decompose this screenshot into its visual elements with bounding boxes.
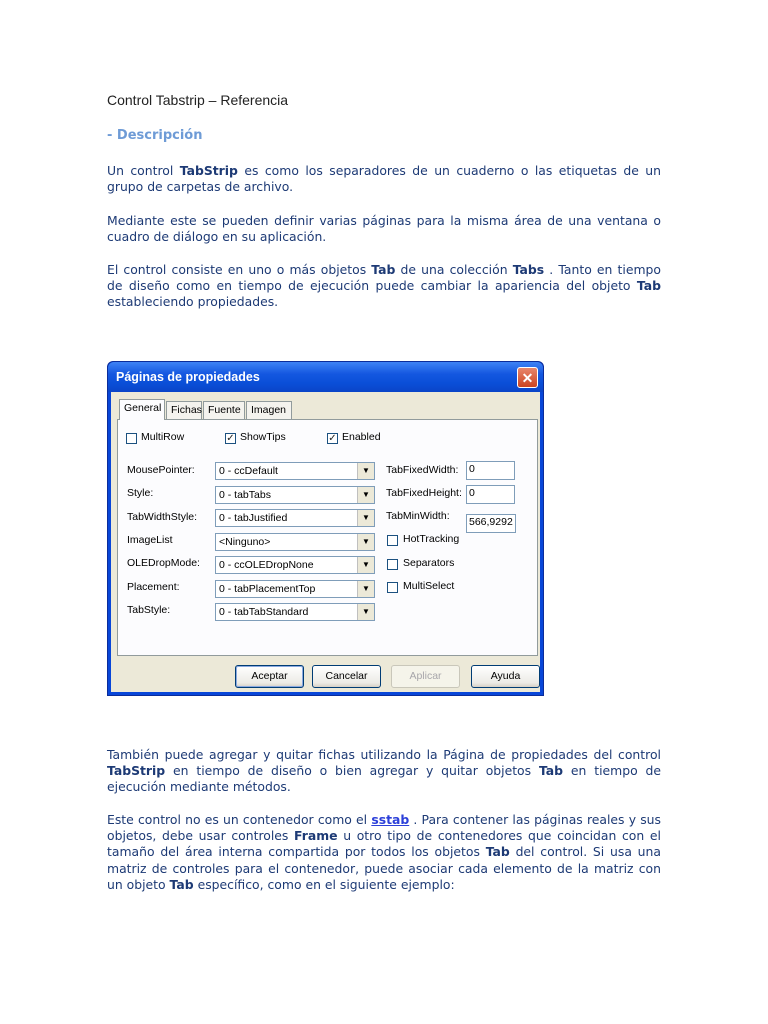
bold-term: Frame <box>294 828 338 844</box>
section-heading: - Descripción <box>107 128 203 143</box>
help-button[interactable]: Ayuda <box>471 665 540 688</box>
tabfixedwidth-input[interactable]: 0 <box>466 461 515 480</box>
select-value: 0 - tabTabStandard <box>219 606 309 618</box>
text: en tiempo de ejecución mediante métodos. <box>107 763 661 795</box>
tabfixedheight-label: TabFixedHeight: <box>386 487 462 499</box>
tab-general[interactable]: General <box>119 399 165 420</box>
sstab-link[interactable]: sstab <box>371 812 410 827</box>
tab-fuente[interactable]: Fuente <box>203 401 245 419</box>
select-value: <Ninguno> <box>219 536 271 548</box>
chevron-down-icon[interactable]: ▼ <box>357 487 374 503</box>
select-value: 0 - ccOLEDropNone <box>219 559 314 571</box>
mousepointer-select[interactable] <box>215 462 375 480</box>
chevron-down-icon[interactable]: ▼ <box>357 557 374 573</box>
text: del control. Si usa una matriz de controles para el contenedor, puede asociar cada elemento de la matriz con un objeto <box>107 844 661 892</box>
property-pages-dialog <box>107 361 544 696</box>
showtips-label: ShowTips <box>240 431 286 443</box>
select-value: 0 - ccDefault <box>219 465 278 477</box>
tabwidthstyle-label: TabWidthStyle: <box>127 511 198 523</box>
text: El control consiste en uno o más objetos <box>107 262 372 277</box>
multiselect-label: MultiSelect <box>403 580 455 592</box>
tabminwidth-label: TabMinWidth: <box>386 510 450 522</box>
tabfixedwidth-label: TabFixedWidth: <box>386 464 459 476</box>
bold-term: TabStrip <box>179 163 238 178</box>
style-select[interactable] <box>215 486 375 504</box>
text: estableciendo propiedades. <box>107 294 279 310</box>
bold-term: Tab <box>485 844 510 860</box>
tabminwidth-input[interactable]: 566,9292 <box>466 514 516 533</box>
bold-term: Tab <box>538 763 564 779</box>
hottracking-label: HotTracking <box>403 533 460 545</box>
chevron-down-icon[interactable]: ▼ <box>357 463 374 479</box>
tab-panel-general <box>117 419 538 656</box>
hottracking-checkbox[interactable] <box>387 535 398 546</box>
bold-term: TabStrip <box>107 763 166 779</box>
tab-fichas[interactable]: Fichas <box>166 401 202 419</box>
oledropmode-select[interactable] <box>215 556 375 574</box>
text: de una colección <box>395 262 513 277</box>
text: es como los separadores de un cuaderno o las etiquetas de un grupo de carpetas de archivo. <box>107 163 662 195</box>
placement-select[interactable] <box>215 580 375 598</box>
enabled-checkbox[interactable]: ✓ <box>328 433 337 444</box>
cancel-button[interactable]: Cancelar <box>312 665 381 688</box>
close-icon[interactable]: ✕ <box>517 367 538 388</box>
tab-imagen[interactable]: Imagen <box>246 401 292 419</box>
chevron-down-icon[interactable]: ▼ <box>357 510 374 526</box>
select-value: 0 - tabPlacementTop <box>219 583 316 595</box>
bold-term: Tab <box>636 278 661 294</box>
paragraph-5 <box>107 812 661 893</box>
enabled-label: Enabled <box>342 431 381 443</box>
showtips-checkbox[interactable]: ✓ <box>226 433 235 444</box>
style-label: Style: <box>127 487 154 499</box>
chevron-down-icon[interactable]: ▼ <box>357 604 374 620</box>
chevron-down-icon[interactable]: ▼ <box>357 581 374 597</box>
multirow-label: MultiRow <box>141 431 185 443</box>
text: Este control no es un contenedor como el <box>107 812 372 827</box>
tabwidthstyle-select[interactable] <box>215 509 375 527</box>
dialog-body <box>111 392 540 692</box>
apply-button[interactable]: Aplicar <box>391 665 460 688</box>
paragraph-4 <box>107 747 661 796</box>
paragraph-1 <box>107 163 661 195</box>
text: u otro tipo de contenedores que coincidan con el tamaño del área interna compartida por todos los objetos <box>107 828 661 860</box>
imagelist-label: ImageList <box>127 534 173 546</box>
multirow-checkbox[interactable] <box>126 433 137 444</box>
paragraph-3 <box>107 262 661 311</box>
tabstyle-select[interactable] <box>215 603 375 621</box>
text: . Para contener las páginas reales y sus objetos, debe usar controles <box>107 812 661 844</box>
text: específico, como en el siguiente ejemplo: <box>193 876 455 892</box>
tabfixedheight-input[interactable]: 0 <box>466 485 515 504</box>
imagelist-select[interactable] <box>215 533 375 551</box>
bold-term: Tab <box>169 876 194 892</box>
bold-term: Tabs <box>512 262 545 277</box>
page-title: Control Tabstrip – Referencia <box>107 92 289 108</box>
tabstyle-label: TabStyle: <box>127 604 171 616</box>
ok-button[interactable]: Aceptar <box>235 665 304 688</box>
paragraph-2: Mediante este se pueden definir varias páginas para la misma área de una ventana o cuadro de diálogo en su aplicación. <box>107 213 661 245</box>
separators-label: Separators <box>403 557 455 569</box>
text: . Tanto en tiempo de diseño como en tiempo de ejecución puede cambiar la apariencia del objeto <box>107 262 661 294</box>
dialog-title: Páginas de propiedades <box>116 370 260 384</box>
oledropmode-label: OLEDropMode: <box>127 557 200 569</box>
select-value: 0 - tabTabs <box>219 489 271 501</box>
select-value: 0 - tabJustified <box>219 512 288 524</box>
placement-label: Placement: <box>127 581 180 593</box>
mousepointer-label: MousePointer: <box>127 464 195 476</box>
dialog-titlebar <box>108 362 543 392</box>
text: Un control <box>107 163 180 178</box>
multiselect-checkbox[interactable] <box>387 582 398 593</box>
text: También puede agregar y quitar fichas utilizando la Página de propiedades del control <box>107 747 661 762</box>
bold-term: Tab <box>371 262 396 277</box>
separators-checkbox[interactable] <box>387 559 398 570</box>
text: en tiempo de diseño o bien agregar y quitar objetos <box>165 763 539 779</box>
chevron-down-icon[interactable]: ▼ <box>357 534 374 550</box>
